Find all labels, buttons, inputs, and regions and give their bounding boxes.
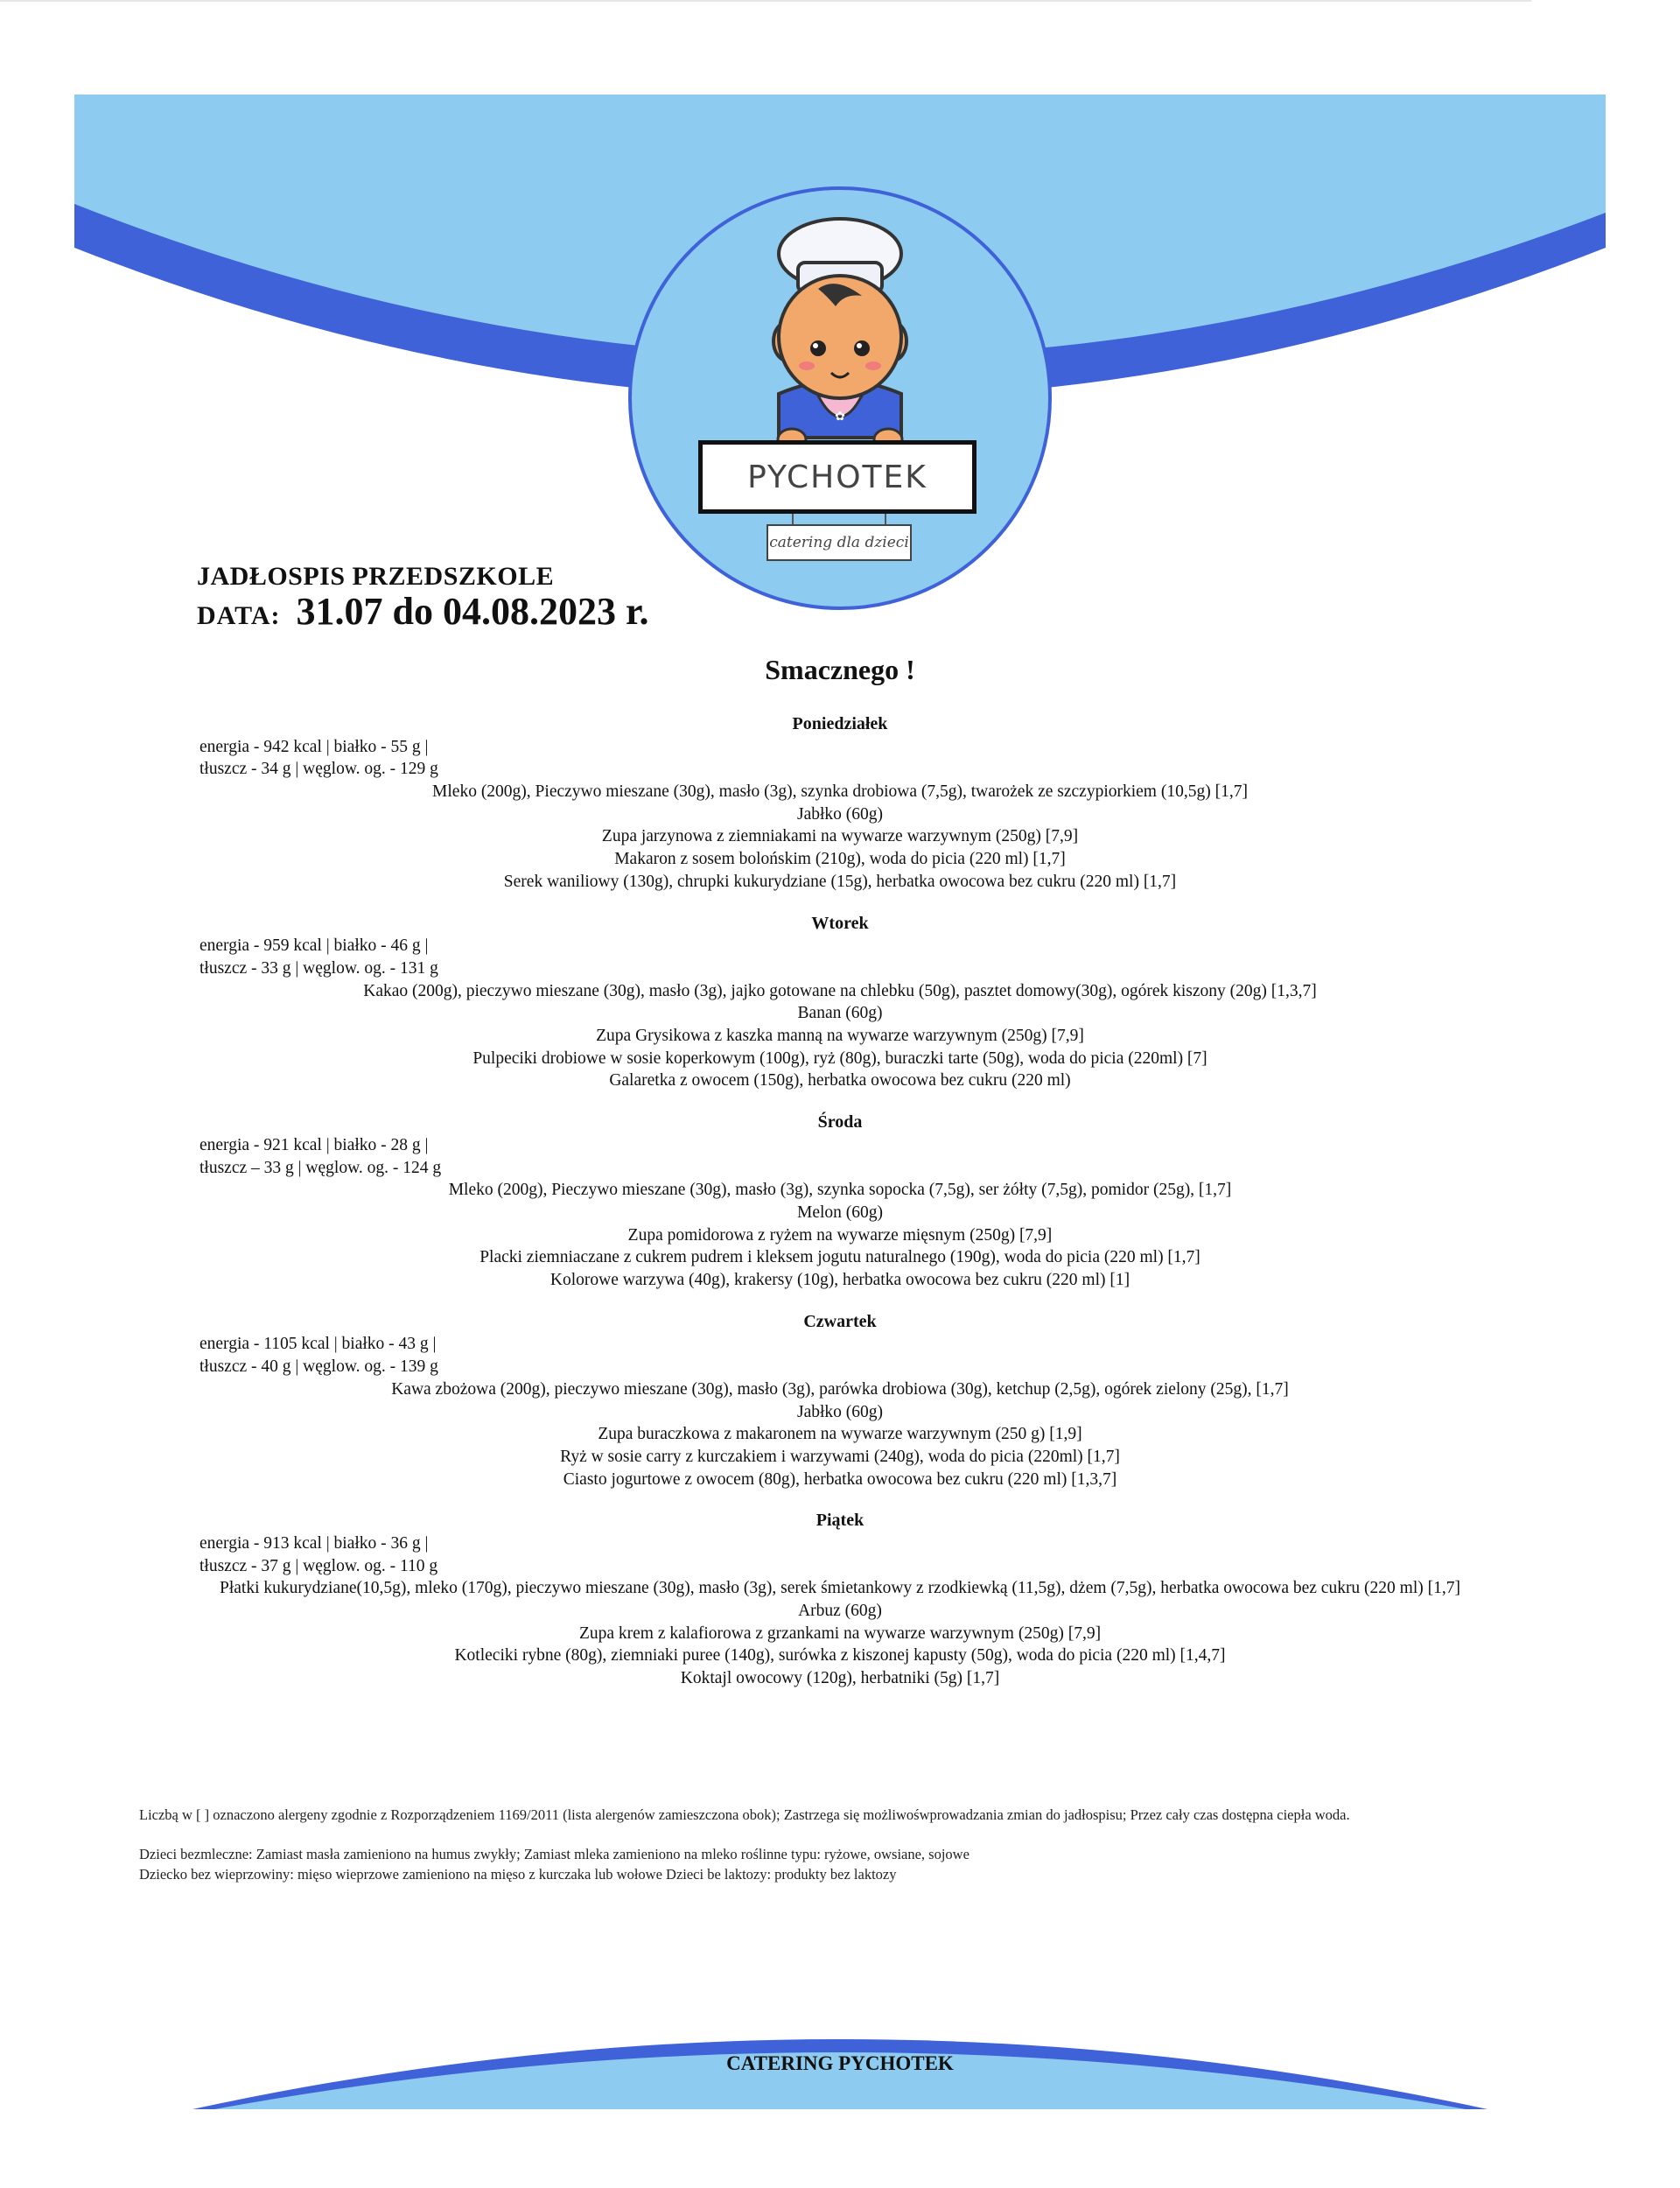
meal-snack: Melon (60g): [796, 1203, 884, 1222]
date-value: 31.07 do 04.08.2023 r.: [296, 590, 649, 633]
meal-main: Ryż w sosie carry z kurczakiem i warzywami (240g), woda do picia (220ml) [1,7]: [560, 1447, 1120, 1466]
nutrition-energy: energia - 1105 kcal | białko - 43 g |: [200, 1335, 437, 1354]
nutrition-fat: tłuszcz - 34 g | węglow. og. - 129 g: [200, 760, 438, 779]
day-name: Wtorek: [811, 913, 869, 933]
day-name: Poniedziałek: [792, 714, 888, 733]
meal-snack: Jabłko (60g): [796, 1402, 884, 1421]
meal-main: Pulpeciki drobiowe w sosie koperkowym (100g), ryż (80g), buraczki tarte (50g), woda do picia (220ml) [7]: [472, 1048, 1208, 1068]
day-name: Piątek: [816, 1511, 864, 1531]
meal-breakfast: Kakao (200g), pieczywo mieszane (30g), masło (3g), jajko gotowane na chlebku (50g), pasztet domowy(30g), ogórek kiszony (20g) [1,3,7]: [363, 981, 1317, 1000]
meal-snack: Arbuz (60g): [798, 1602, 882, 1621]
nutrition-fat: tłuszcz - 40 g | węglow. og. - 139 g: [200, 1357, 438, 1377]
footer-brand: CATERING PYCHOTEK: [726, 2052, 954, 2074]
nutrition-fat: tłuszcz - 33 g | węglow. og. - 131 g: [200, 958, 438, 978]
meal-afternoon: Kolorowe warzywa (40g), krakersy (10g), herbatka owocowa bez cukru (220 ml) [1]: [550, 1271, 1130, 1290]
date-line: [197, 589, 649, 634]
meal-snack: Jabłko (60g): [796, 804, 884, 824]
tagline: catering dla dzieci: [769, 534, 909, 551]
footer-notes: [139, 1805, 1557, 1884]
page-title: JADŁOSPIS PRZEDSZKOLE: [197, 562, 555, 591]
nutrition-fat: tłuszcz – 33 g | węglow. og. - 124 g: [200, 1158, 442, 1177]
meal-breakfast: Płatki kukurydziane(10,5g), mleko (170g), pieczywo mieszane (30g), masło (3g), serek śmietankowy z rzodkiewką (11,5g), dżem (7,5g), herbatka owocowa bez cukru (220 ml) [1,7]: [220, 1579, 1460, 1598]
day-section: [0, 713, 1680, 894]
meal-main: Makaron z sosem bolońskim (210g), woda do picia (220 ml) [1,7]: [614, 850, 1066, 869]
dairy-free-note: Dzieci bezmleczne: Zamiast masła zamieniono na humus zwykły; Zamiast mleka zamieniono na mleko roślinne typu: ryżowe, owsiane, sojowe: [139, 1846, 970, 1862]
nutrition-fat: tłuszcz - 37 g | węglow. og. - 110 g: [200, 1556, 438, 1575]
meal-breakfast: Kawa zbożowa (200g), pieczywo mieszane (30g), masło (3g), parówka drobiowa (30g), ketchup (2,5g), ogórek zielony (25g), [1,7]: [391, 1379, 1289, 1399]
brand-name: PYCHOTEK: [747, 459, 928, 495]
day-name: Środa: [817, 1112, 863, 1133]
brand-sign: [698, 440, 976, 514]
nutrition-energy: energia - 942 kcal | białko - 55 g |: [200, 737, 429, 756]
meal-snack: Banan (60g): [797, 1004, 883, 1023]
day-section: [0, 1510, 1680, 1690]
menu: [0, 713, 1680, 1709]
meal-afternoon: Koktajl owocowy (120g), herbatniki (5g) [1,7]: [680, 1669, 1000, 1688]
tagline-sign: [766, 524, 912, 561]
meal-main: Placki ziemniaczane z cukrem pudrem i kleksem jogutu naturalnego (190g), woda do picia (220 ml) [1,7]: [480, 1248, 1200, 1267]
meal-breakfast: Mleko (200g), Pieczywo mieszane (30g), masło (3g), szynka drobiowa (7,5g), twarożek ze szczypiorkiem (10,5g) [1,7]: [432, 782, 1248, 802]
day-section: [0, 1112, 1680, 1292]
meal-main: Kotleciki rybne (80g), ziemniaki puree (140g), surówka z kiszonej kapusty (50g), woda do picia (220 ml) [1,4,7]: [454, 1646, 1226, 1666]
meal-soup: Zupa buraczkowa z makaronem na wywarze warzywnym (250 g) [1,9]: [598, 1425, 1082, 1444]
day-section: [0, 913, 1680, 1093]
meal-breakfast: Mleko (200g), Pieczywo mieszane (30g), masło (3g), szynka sopocka (7,5g), ser żółty (7,5g), pomidor (25g), [1,7]: [448, 1181, 1232, 1200]
nutrition-energy: energia - 959 kcal | białko - 46 g |: [200, 936, 429, 956]
allergen-note: Liczbą w [ ] oznaczono alergeny zgodnie z Rozporządzeniem 1169/2011 (lista alergenów zamieszczona obok); Zastrzega się możliwośwprowadzania zmian do jadłospisu; Przez cały czas dostępna ciepła woda.: [139, 1806, 1350, 1823]
meal-soup: Zupa pomidorowa z ryżem na wywarze mięsnym (250g) [7,9]: [627, 1225, 1053, 1245]
greeting: Smacznego !: [765, 654, 915, 685]
meal-afternoon: Galaretka z owocem (150g), herbatka owocowa bez cukru (220 ml): [609, 1071, 1071, 1090]
meal-soup: Zupa Grysikowa z kaszka manną na wywarze warzywnym (250g) [7,9]: [596, 1027, 1084, 1046]
meal-soup: Zupa krem z kalafiorowa z grzankami na wywarze warzywnym (250g) [7,9]: [578, 1623, 1102, 1643]
svg-text:✿: ✿: [835, 410, 845, 424]
date-label: DATA:: [197, 601, 281, 630]
pork-free-note: Dziecko bez wieprzowiny: mięso wieprzowe zamieniono na mięso z kurczaka lub wołowe Dzieci be laktozy: produkty bez laktozy: [139, 1866, 897, 1883]
meal-soup: Zupa jarzynowa z ziemniakami na wywarze warzywnym (250g) [7,9]: [601, 827, 1079, 846]
nutrition-energy: energia - 913 kcal | białko - 36 g |: [200, 1534, 429, 1553]
nutrition-energy: energia - 921 kcal | białko - 28 g |: [200, 1135, 429, 1154]
day-section: [0, 1311, 1680, 1491]
meal-afternoon: Serek waniliowy (130g), chrupki kukurydziane (15g), herbatka owocowa bez cukru (220 ml) [1,7]: [503, 872, 1177, 891]
meal-afternoon: Ciasto jogurtowe z owocem (80g), herbatka owocowa bez cukru (220 ml) [1,3,7]: [563, 1469, 1117, 1489]
day-name: Czwartek: [803, 1311, 877, 1331]
